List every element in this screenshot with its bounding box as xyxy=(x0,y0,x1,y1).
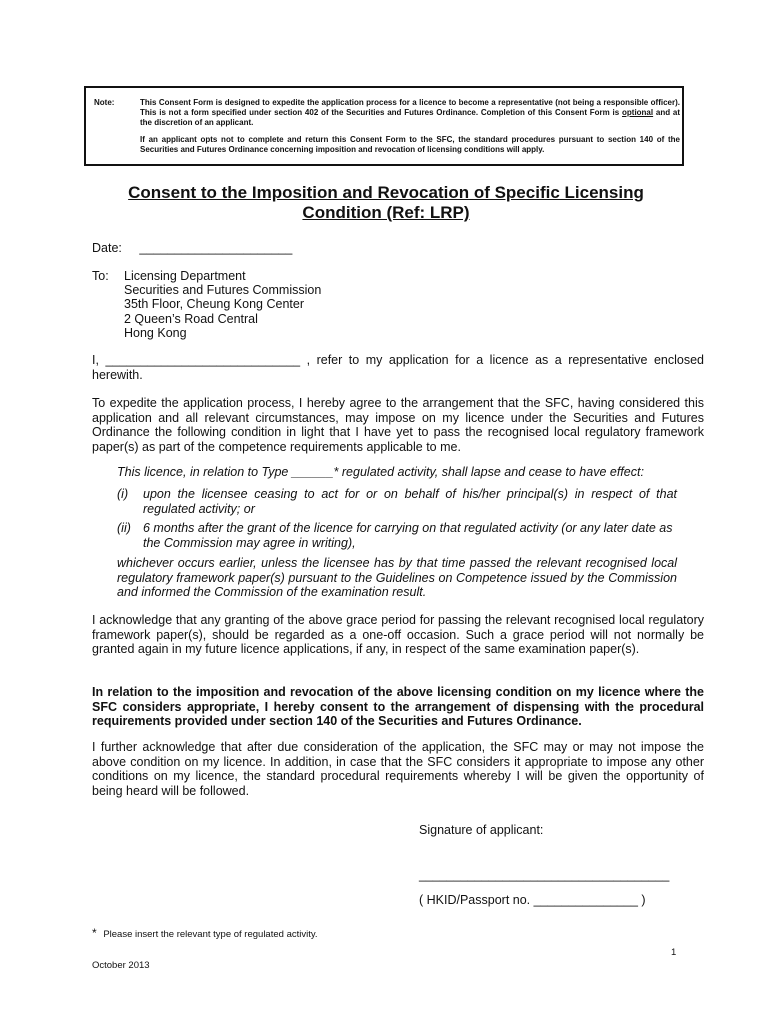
footnote xyxy=(92,926,318,940)
paragraph-expedite: To expedite the application process, I hereby agree to the arrangement that the SFC, having considered this application and all relevant circumstances, may impose on my licence under the Securities and Futures Ordinance the following condition in light that I have yet to pass the recognised local regulatory framework paper(s) as part of the competence requirements applicable to me. xyxy=(92,396,704,454)
optional-underlined: optional xyxy=(622,108,654,117)
address-line: Hong Kong xyxy=(124,325,187,340)
note-paragraph-1: This Consent Form is designed to expedite the application process for a licence to become a representative (not being a responsible officer). This is not a form specified under section 402 of the Securities and Futures Ordinance. Completion of this Consent Form is optional and at the discretion of an applicant. xyxy=(140,98,681,127)
paragraph-acknowledge: I acknowledge that any granting of the above grace period for passing the relevant recognised local regulatory framework paper(s), should be regarded as a one-off occasion. Such a grace period will not normally be granted again in my future licence applications, if any, in respect of the same examination paper(s). xyxy=(92,613,704,656)
note-text xyxy=(140,98,680,162)
note-label: Note: xyxy=(94,98,115,107)
address-line: Licensing Department xyxy=(124,269,246,283)
condition-number: (ii) xyxy=(117,521,131,535)
signature-label: Signature of applicant: xyxy=(419,823,544,837)
footnote-text: Please insert the relevant type of regulated activity. xyxy=(103,929,318,940)
note-paragraph-2: If an applicant opts not to complete and return this Consent Form to the SFC, the standard procedures pursuant to section 140 of the Securities and Futures Ordinance concerning imposition and revocation of licensing conditions will apply. xyxy=(140,135,680,154)
condition-outro: whichever occurs earlier, unless the licensee has by that time passed the relevant recognised local regulatory framework paper(s) pursuant to the Guidelines on Competence issued by the Commission and informed the Commission of the examination result. xyxy=(117,556,677,599)
to-label: To: xyxy=(92,269,109,283)
footnote-asterisk: * xyxy=(92,926,97,940)
address-line: 35th Floor, Cheung Kong Center xyxy=(124,297,304,312)
paragraph-consent-bold: In relation to the imposition and revocation of the above licensing condition on my licence where the SFC considers appropriate, I hereby consent to the arrangement of dispensing with the procedural requirements provided under section 140 of the Securities and Futures Ordinance. xyxy=(92,685,704,728)
date-line xyxy=(92,241,704,256)
title-line-1: Consent to the Imposition and Revocation of Specific Licensing xyxy=(128,183,644,202)
applicant-name-line[interactable]: I, ____________________________ , refer to my application for a licence as a representative enclosed herewith. xyxy=(92,353,704,382)
signature-field[interactable]: ____________________________________ xyxy=(419,868,670,882)
title-line-2: Condition (Ref: LRP) xyxy=(302,203,470,222)
condition-item xyxy=(117,487,677,516)
document-title xyxy=(96,183,676,223)
condition-item xyxy=(117,521,677,550)
recipient-address xyxy=(124,269,321,340)
address-line: 2 Queen’s Road Central xyxy=(124,311,258,326)
note-box xyxy=(84,86,684,166)
date-label: Date: xyxy=(92,241,122,255)
address-line: Securities and Futures Commission xyxy=(124,283,322,298)
hkid-passport-field[interactable]: ( HKID/Passport no. _______________ ) xyxy=(419,893,646,907)
condition-intro: This licence, in relation to Type ______* regulated activity, shall lapse and cease to have effect: xyxy=(117,465,644,479)
date-field[interactable]: ______________________ xyxy=(139,241,293,255)
recipient-block xyxy=(92,269,704,340)
condition-text: 6 months after the grant of the licence for carrying on that regulated activity (or any later date as the Commission may agree in writing), xyxy=(143,521,673,550)
condition-number: (i) xyxy=(117,487,129,501)
condition-text: upon the licensee ceasing to act for or on behalf of his/her principal(s) in respect of that regulated activity; or xyxy=(143,487,677,516)
footer-date: October 2013 xyxy=(92,960,150,971)
page-number: 1 xyxy=(671,947,677,958)
paragraph-further-acknowledge: I further acknowledge that after due consideration of the application, the SFC may or may not impose the above condition on my licence. In addition, in case that the SFC considers it appropriate to impose any other conditions on my licence, the standard procedural requirements whereby I will be given the opportunity of being heard will be followed. xyxy=(92,740,704,798)
